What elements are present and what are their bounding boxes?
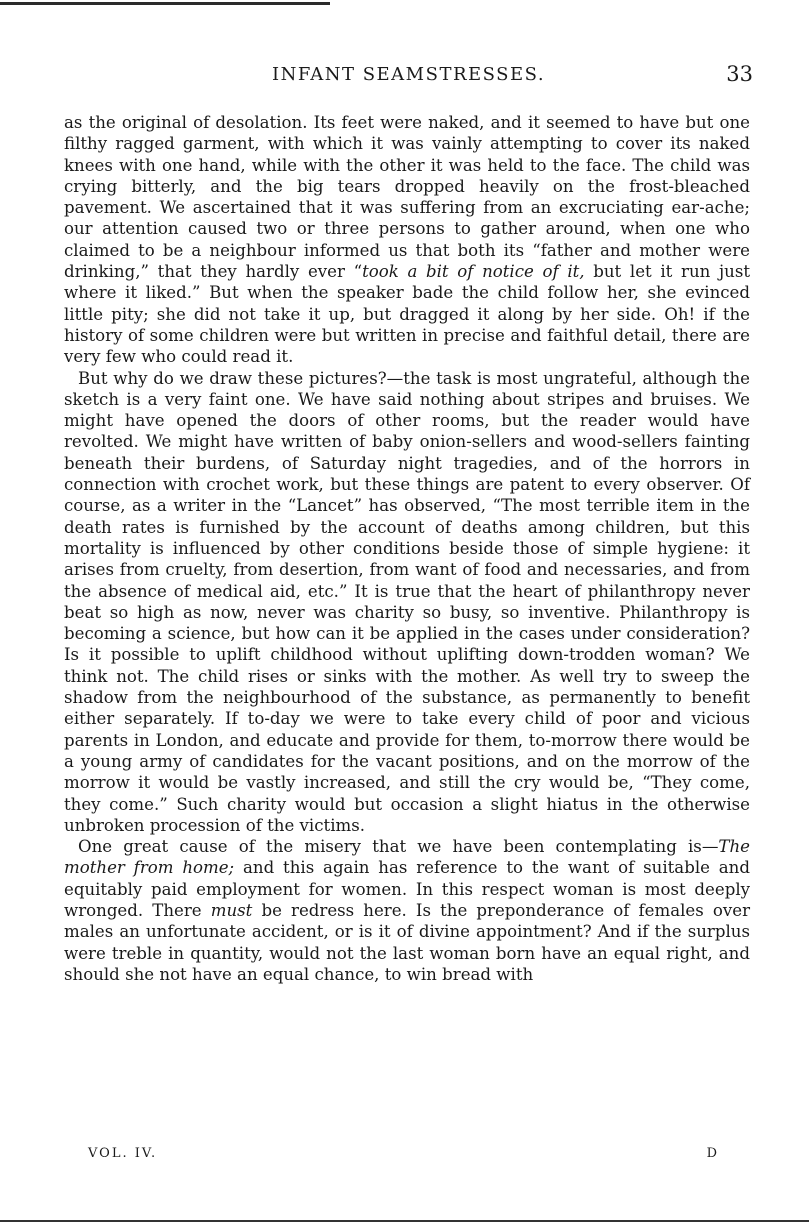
text-segment: and this again has reference to the want of suitable and equitably paid employment for women. In this respect woman is most deeply wronged. There [64, 858, 750, 920]
top-rule [0, 2, 330, 5]
paragraph-2 [64, 368, 750, 837]
text-segment: as the original of desolation. Its feet were naked, and it seemed to have but one filthy ragged garment, with which it was vainly attempting to cover its naked knees with one hand, while with the other it was held to the face. The child was crying bitterly, and the big tears dropped heavily on the frost-bleached pavement. We ascertained that it was suffering from an excruciating ear-ache; our attention caused two or three persons to gather around, when one who claimed to be a neighbour informed us that both its “father and mother were drinking,” that they hardly ever “ [64, 113, 750, 282]
text-segment: be redress here. Is the preponderance of females over males an unfortunate accident, or is it of divine appointment? And if the surplus were treble in quantity, would not the last woman born have an equal right, and should she not have an equal chance, to win bread with [64, 900, 750, 984]
paragraph-3 [64, 836, 750, 985]
bottom-rule [0, 1220, 809, 1222]
italic-segment: took a bit of notice of it, [362, 262, 585, 282]
body-text [64, 112, 750, 985]
text-segment: But why do we draw these pictures?—the task is most ungrateful, although the sketch is a very faint one. We have said nothing about stripes and bruises. We might have opened the doors of other rooms, but the reader would have revolted. We might have written of baby onion-sellers and wood-sellers fainting beneath their burdens, of Saturday night tragedies, and of the horrors in connection with crochet work, but these things are patent to every observer. Of course, as a writer in the “Lancet” has observed, “The most terrible item in the death rates is furnished by the account of deaths among children, but this mortality is influenced by other conditions beside those of simple hygiene: it arises from cruelty, from desertion, from want of food and necessaries, and from the absence of medical aid, etc.” It is true that the heart of philanthropy never beat so high as now, never was charity so busy, so inventive. Philanthropy is becoming a science, but how can it be applied in the cases under consideration? Is it possible to uplift childhood without uplifting down-trodden woman? We think not. The child rises or sinks with the mother. As well try to sweep the shadow from the neighbourhood of the substance, as permanently to benefit either separately. If to-day we were to take every child of poor and vicious parents in London, and educate and provide for them, to-morrow there would be a young army of candidates for the vacant positions, and on the morrow of the morrow it would be vastly increased, and still the cry would be, “They come, they come.” Such charity would but occasion a slight hiatus in the otherwise unbroken procession of the victims. [64, 368, 750, 835]
page-number: 33 [726, 62, 753, 86]
italic-segment: must [210, 900, 253, 920]
page-footer [88, 1146, 719, 1168]
signature-letter: D [706, 1146, 719, 1161]
paragraph-1 [64, 112, 750, 368]
running-title: INFANT SEAMSTRESSES. [271, 64, 546, 85]
text-segment: One great cause of the misery that we have been contemplating is— [78, 837, 719, 857]
italic-segment: The mother from home; [64, 837, 750, 878]
page-header [64, 64, 753, 94]
volume-mark: VOL. IV. [88, 1146, 158, 1161]
text-segment: but let it run just where it liked.” But when the speaker bade the child follow her, she evinced little pity; she did not take it up, but dragged it along by her side. Oh! if the history of some children were but written in precise and faithful detail, there are very few who could read it. [64, 262, 751, 367]
